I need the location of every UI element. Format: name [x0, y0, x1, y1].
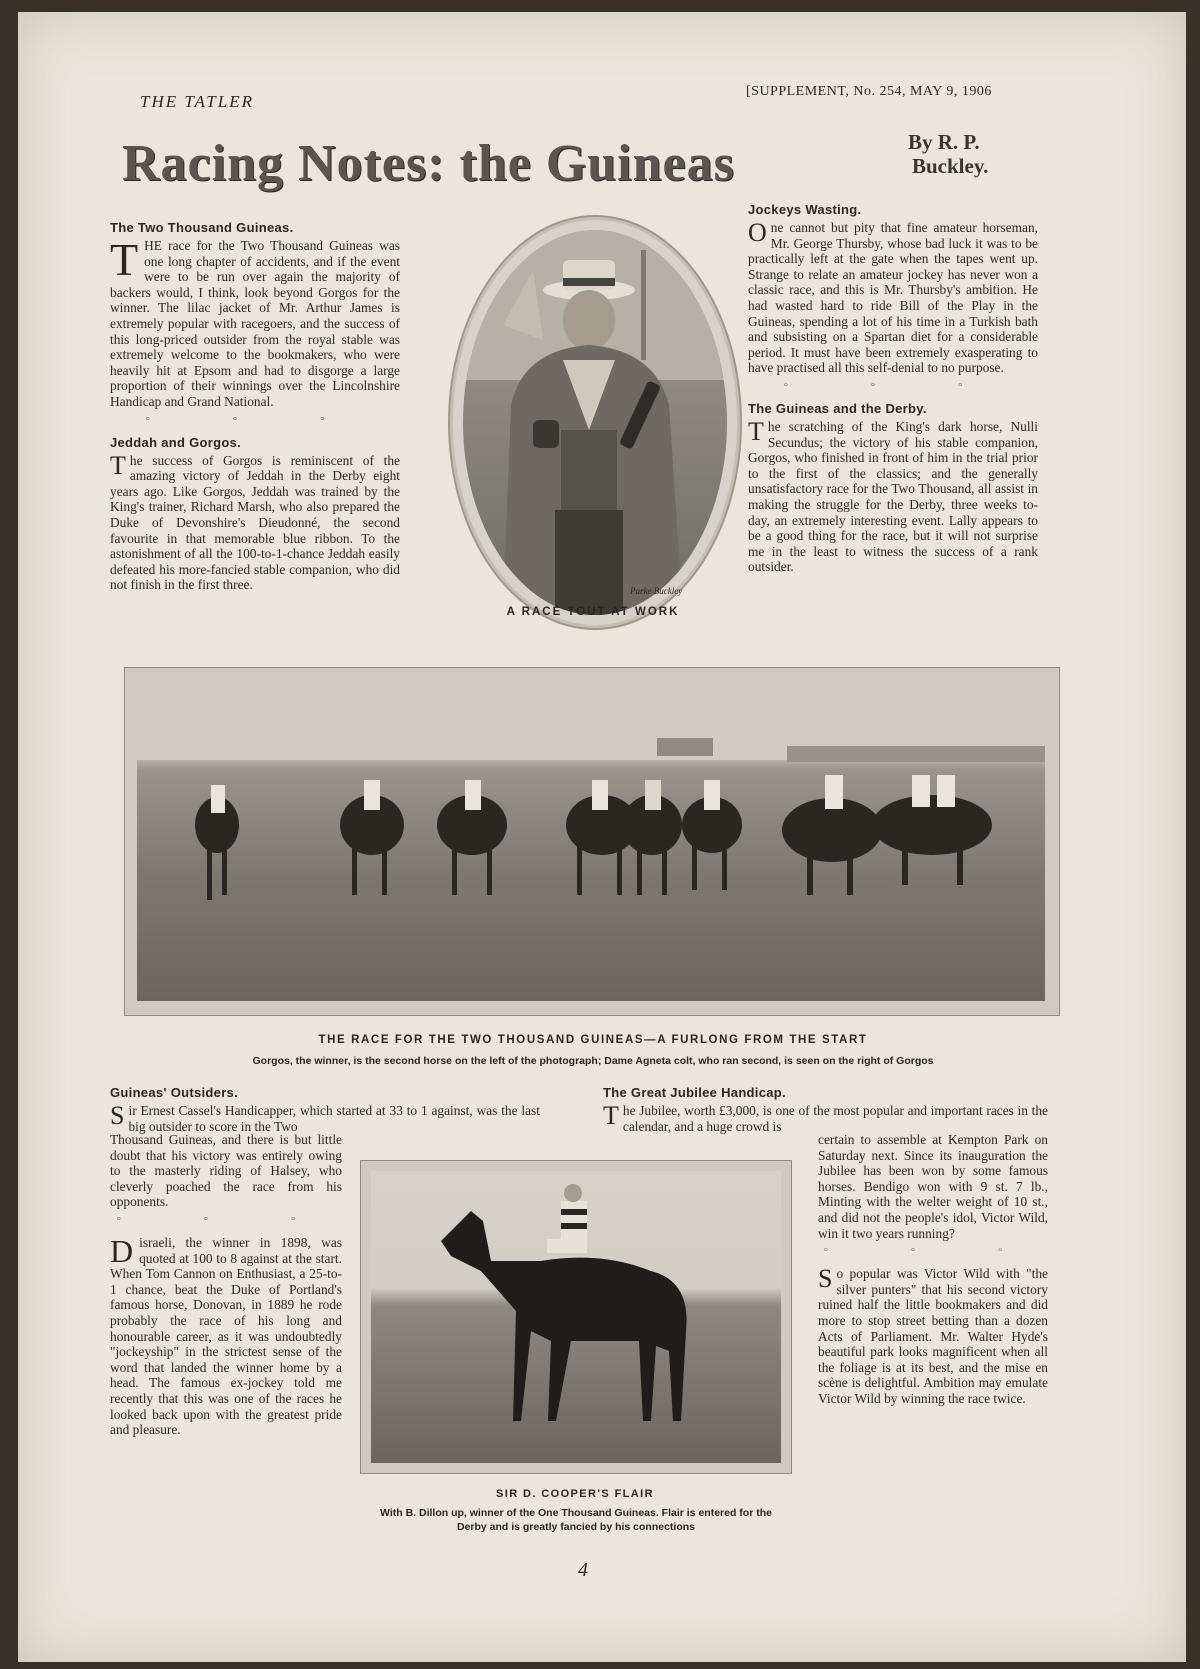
section-divider: ° ° °: [783, 380, 1003, 393]
race-tout-portrait: [450, 217, 740, 628]
article-paragraph: [110, 1232, 342, 1438]
page-number: 4: [578, 1559, 588, 1581]
paragraph-text: Thousand Guineas, and there is but little doubt that his victory was entirely owing to the masterly riding of Halsey, who cleverly poached the race from his opponents.: [110, 1132, 342, 1210]
paragraph-text: o popular was Victor Wild with "the silver punters" that his second victory ruined half the little bookmakers and did more to stop street betting than a dozen Acts of Parliament. Mr. Walter Hyde's beautiful park looks magnificent when all the foliage is at its best, and the mise en scène is delightful. Ambition may emulate Victor Wild by winning the race twice.: [818, 1266, 1048, 1406]
byline: [908, 130, 988, 178]
section-divider: ° ° °: [823, 1246, 1043, 1259]
section-heading: Guineas' Outsiders.: [110, 1085, 238, 1100]
paragraph-text: he success of Gorgos is reminiscent of the amazing victory of Jeddah in the Derby eight years ago. Like Gorgos, Jeddah was trained by the King's trainer, Richard Marsh, who also prepared the Duke of Devonshire's Dieudonné, the second favourite in that memorable blue ribbon. To the astonishment of all the 100-to-1-chance Jeddah easily defeated his more-fancied stable companion, who did not finish in the first three.: [110, 452, 400, 593]
paragraph-text: ne cannot but pity that fine amateur horseman, Mr. George Thursby, whose bad luck it was to be practically left at the gate when the tapes went up. Strange to relate an amateur jockey has never won a classic race, and this is Mr. Thursby's ambition. He had wasted hard to ride Bill of the Play in the Guineas, spending a lot of his time in a Turkish bath and subsisting on a Spartan diet for a considerable period. It must have been extremely exasperating to have practised all this self-denial to no purpose.: [748, 220, 1038, 376]
article-paragraph: [110, 1103, 540, 1134]
jubilee-section: [603, 1085, 1048, 1134]
section-divider: ° ° °: [116, 1214, 336, 1227]
photo-credit: Parke Buckley: [630, 586, 683, 596]
flair-horse-image: [371, 1171, 781, 1463]
article-paragraph: [748, 416, 1038, 575]
paragraph-text: certain to assemble at Kempton Park on Saturday next. Since its inauguration the Jubilee has been won by some famous horses. Bendigo won with 9 st. 7 lb., Minting with the welter weight of 10 st., and did not the people's idol, Victor Wild, win it two years running?: [818, 1132, 1048, 1241]
magazine-page: [18, 12, 1186, 1662]
section-divider: ° ° °: [145, 414, 365, 427]
portrait-caption: A RACE TOUT AT WORK: [506, 606, 680, 618]
drop-capital: T: [110, 234, 139, 285]
section-heading: The Great Jubilee Handicap.: [603, 1085, 786, 1100]
flair-photograph: [360, 1160, 792, 1474]
section-heading: The Guineas and the Derby.: [748, 400, 927, 416]
race-photo-subcaption: Gorgos, the winner, is the second horse on the left of the photograph; Dame Agneta colt, who ran second, is seen on the right of Gorgos: [252, 1055, 934, 1067]
outsiders-continued: [110, 1132, 342, 1438]
byline-line-2: Buckley.: [912, 154, 989, 178]
paragraph-text: HE race for the Two Thousand Guineas was one long chapter of accidents, and if the event were to be run over again the majority of backers would, I think, look beyond Gorgos for the winner. The lilac jacket of Mr. Arthur James is extremely popular with racegoers, and the success of this long-priced outsider from the royal stable was extremely welcome to the bookmakers, who were heavily hit at Epsom and had to disgorge a large proportion of their winnings over the Lincolnshire Handicap and Grand National.: [110, 238, 400, 409]
flair-subcaption: With B. Dillon up, winner of the One Thousand Guineas. Flair is entered for the Derby and is greatly fancied by his connections: [380, 1507, 772, 1533]
race-photo-caption: THE RACE FOR THE TWO THOUSAND GUINEAS—A FURLONG FROM THE START: [318, 1034, 868, 1046]
page-title: Racing Notes: the Guineas: [122, 135, 735, 192]
race-tout-figure: [463, 230, 727, 615]
masthead: THE TATLER: [140, 92, 254, 111]
initial-capital: T: [603, 1101, 619, 1130]
supplement-line: [SUPPLEMENT, No. 254, MAY 9, 1906: [746, 84, 992, 99]
article-paragraph: [110, 234, 400, 410]
flair-caption: SIR D. COOPER'S FLAIR: [496, 1488, 654, 1500]
article-paragraph: [603, 1103, 1048, 1134]
section-heading: Jeddah and Gorgos.: [110, 434, 242, 450]
section-heading: Jockeys Wasting.: [748, 202, 862, 217]
paragraph-text: he scratching of the King's dark horse, Nulli Secundus; the victory of his stable companion, Gorgos, who finished in front of him in the trial prior to the first of the classics; and the generally unsatisfactory race for the Two Thousand, all assist in making the struggle for the Derby, three weeks to-day, an extremely interesting event. Lally appears to be a good thing for the race, but it will not surprise me in the least to witness the success of a rank outsider.: [748, 418, 1038, 575]
race-photograph: [124, 667, 1060, 1016]
column-right: [748, 202, 1038, 575]
section-heading: The Two Thousand Guineas.: [110, 220, 294, 235]
paragraph-text: israeli, the winner in 1898, was quoted at 100 to 8 against at the start. When Tom Cannon on Enthusiast, a 25-to-1 chance, beat the Duke of Portland's famous horse, Donovan, in 1889 he rode probably the race of his long and honourable career, as it was undoubtedly "jockeyship" in the strictest sense of the word that landed the winner home by a head. The famous ex-jockey told me recently that this was one of the races he looked back upon with the greatest pride and pleasure.: [110, 1234, 342, 1438]
jubilee-continued: [818, 1132, 1048, 1407]
initial-capital: T: [110, 450, 126, 480]
article-paragraph: [818, 1266, 1048, 1406]
initial-capital: O: [748, 218, 767, 247]
drop-capital: D: [110, 1232, 134, 1269]
outsiders-section: [110, 1085, 540, 1134]
racehorses-image: [137, 680, 1045, 1001]
paragraph-text: ir Ernest Cassel's Handicapper, which started at 33 to 1 against, was the last big outsider to score in the Two: [128, 1103, 540, 1134]
initial-capital: S: [110, 1101, 125, 1130]
initial-capital: S: [818, 1264, 833, 1294]
initial-capital: T: [748, 416, 764, 446]
byline-line-1: By R. P.: [908, 130, 980, 154]
article-paragraph: [748, 220, 1038, 376]
paragraph-text: he Jubilee, worth £3,000, is one of the most popular and important races in the calendar, and a huge crowd is: [622, 1103, 1048, 1134]
column-left: [110, 220, 400, 593]
article-paragraph: [110, 450, 400, 593]
